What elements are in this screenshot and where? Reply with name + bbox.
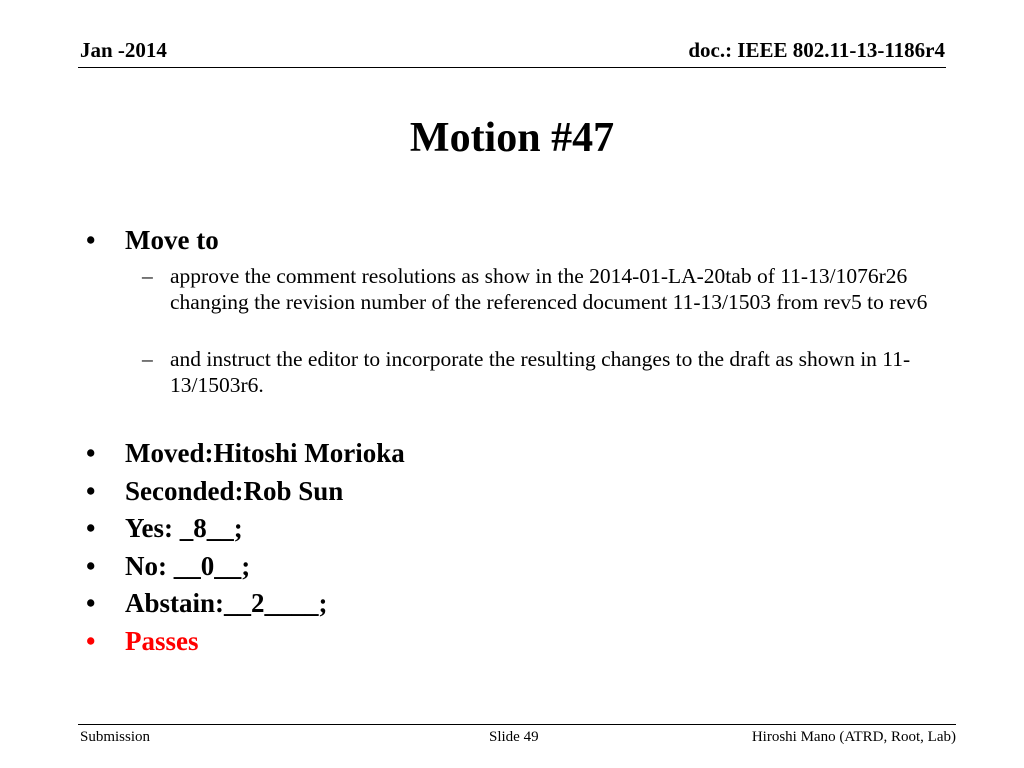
sub-bullet-text: approve the comment resolutions as show in the 2014-01-LA-20tab of 11-13/1076r26 changing the revision number of the referenced document 11-13/1503 from rev5 to rev6 bbox=[170, 264, 928, 314]
bullet-text: Abstain:__2____; bbox=[125, 588, 328, 618]
header-date: Jan -2014 bbox=[80, 38, 167, 62]
bullet-text: Seconded:Rob Sun bbox=[125, 476, 344, 506]
dash-icon: – bbox=[142, 264, 153, 288]
bullet-text: Passes bbox=[125, 626, 199, 656]
bullet-icon: • bbox=[86, 476, 96, 506]
bullet-icon: • bbox=[86, 551, 96, 581]
sub-bullet-text: and instruct the editor to incorporate the resulting changes to the draft as shown in 11-13/1503r6. bbox=[170, 347, 911, 397]
footer-slide-number: Slide 49 bbox=[489, 729, 539, 745]
footer-divider bbox=[78, 724, 956, 725]
dash-icon: – bbox=[142, 347, 153, 371]
bullet-icon: • bbox=[86, 513, 96, 543]
header-divider bbox=[78, 67, 946, 68]
bullet-text: Moved:Hitoshi Morioka bbox=[125, 438, 405, 468]
footer-submission: Submission bbox=[80, 729, 151, 745]
bullet-icon: • bbox=[86, 626, 96, 656]
bullet-icon: • bbox=[86, 438, 96, 468]
bullet-icon: • bbox=[86, 225, 96, 255]
bullet-text: Move to bbox=[125, 225, 219, 255]
footer-author: Hiroshi Mano (ATRD, Root, Lab) bbox=[751, 729, 956, 745]
bullet-icon: • bbox=[86, 588, 96, 618]
header-doc-id: doc.: IEEE 802.11-13-1186r4 bbox=[688, 38, 945, 62]
bullet-text: Yes: _8__; bbox=[125, 513, 243, 543]
slide-title: Motion #47 bbox=[409, 115, 615, 161]
bullet-text: No: __0__; bbox=[125, 551, 251, 581]
